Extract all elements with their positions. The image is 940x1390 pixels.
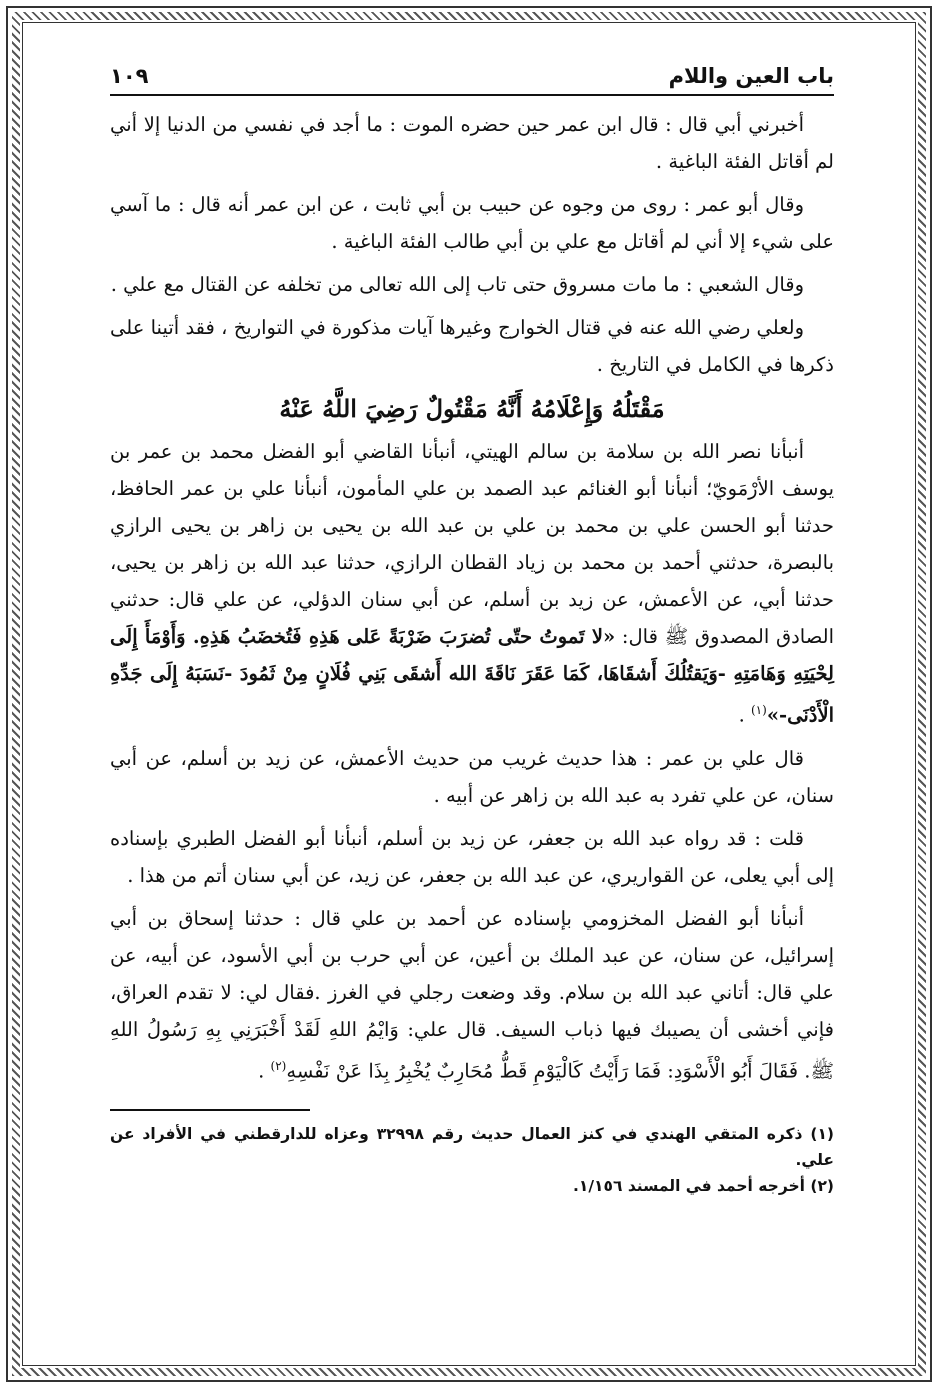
paragraph-7-end: . — [258, 1059, 271, 1082]
hadith-chain: أنبأنا نصر الله بن سلامة بن سالم الهيتي، أنبأنا القاضي أبو الفضل محمد بن عمر بن يوسف الأرْمَويّ؛ أنبأنا أبو الغنائم عبد الصمد بن علي المأمون، أنبأنا علي بن عمر الحافظ، حدثنا أبو الحسن علي بن محمد بن علي بن عبد الله بن يحيى بن زاهر بن يحيى الرازي بالبصرة، حدثني أحمد بن محمد بن زياد القطان الرازي، حدثنا عبد الله بن زاهر بن يحيى، حدثنا أبي، عن الأعمش، عن زيد بن أسلم، عن أبي سنان الدؤلي، عن علي قال: حدثني الصادق المصدوق ﷺ قال: — [110, 440, 834, 648]
paragraph-5: قال علي بن عمر : هذا حديث غريب من حديث الأعمش، عن زيد بن أسلم، عن أبي سنان، عن علي تفرد به عبد الله بن زاهر عن أبيه . — [110, 746, 834, 807]
running-header — [110, 64, 834, 96]
paragraph-7-text: أنبأنا أبو الفضل المخزومي بإسناده عن أحمد بن علي قال : حدثنا إسحاق بن أبي إسرائيل، عن سنان، عن عبد الملك بن أعين، عن أبي حرب بن أبي الأسود، عن أبيه، عن علي قال: أتاني عبد الله بن سلام. وقد وضعت رجلي في الغرز .فقال لي: لا تقدم العراق، فإني أخشى أن يصيبك فيها ذباب السيف. قال علي: وَايْمُ اللهِ لَقَدْ أَخْبَرَنِي بِهِ رَسُولُ اللهِ ﷺ. فَقَالَ أَبُو الْأَسْوَدِ: فَمَا رَأَيْتُ كَالْيَوْمِ قَطُّ مُحَارِبٌ يُخْبِرُ بِذَا عَنْ نَفْسِهِ — [110, 906, 834, 1082]
footnote-separator — [110, 1109, 310, 1111]
book-page — [110, 64, 834, 1199]
footnote-1: (١) ذكره المتقي الهندي في كنز العمال حديث رقم ٣٢٩٩٨ وعزاه للدارقطني في الأفراد عن علي. — [110, 1125, 834, 1169]
page-number: ١٠٩ — [110, 64, 149, 88]
paragraph-6: قلت : قد رواه عبد الله بن جعفر، عن زيد بن أسلم، أنبأنا أبو الفضل الطبري بإسناده إلى أبي يعلى، عن القواريري، عن عبد الله بن جعفر، عن زيد، عن أبي سنان أتم من هذا . — [110, 826, 834, 887]
paragraph-3: وقال الشعبي : ما مات مسروق حتى تاب إلى الله تعالى من تخلفه عن القتال مع علي . — [110, 273, 804, 296]
paragraph-4: ولعلي رضي الله عنه في قتال الخوارج وغيرها آيات مذكورة في التواريخ ، فقد أتينا على ذكرها في الكامل في التاريخ . — [110, 316, 834, 376]
chapter-title: باب العين واللام — [668, 64, 834, 88]
hadith-quote: «لا تَموتُ حتّى تُضرَبَ ضَرْبَةً عَلى هَذِهِ فَتُخضَبُ هَذِهِ. وَأَوْمَأَ إِلَى لِحْيَتِهِ وَهَامَتِهِ -وَيَقتُلُكَ أَشقَاهَا، كَمَا عَقَرَ نَاقَةَ الله أَشقَى بَنِي فُلَانٍ مِنْ ثَمُودَ -نَسَبَهُ إِلَى جَدِّهِ الْأَدْنَى-» — [110, 625, 834, 727]
hadith-paragraph — [110, 433, 834, 734]
footnote-ref-2: (٢) — [270, 1058, 287, 1073]
paragraph-7 — [110, 900, 834, 1090]
paragraph-1: أخبرني أبي قال : قال ابن عمر حين حضره الموت : ما أجد في نفسي من الدنيا إلا أني لم أقاتل الفئة الباغية . — [110, 113, 834, 173]
hadith-end: . — [738, 703, 751, 727]
paragraph-2: وقال أبو عمر : روى من وجوه عن حبيب بن أبي ثابت ، عن ابن عمر أنه قال : ما آسي على شيء إلا أني لم أقاتل مع علي بن أبي طالب الفئة الباغية . — [110, 193, 834, 253]
section-heading: مَقْتَلُهُ وَإِعْلَامُهُ أَنَّهُ مَقْتُولٌ رَضِيَ اللَّهُ عَنْهُ — [279, 394, 665, 423]
footnote-2: (٢) أخرجه أحمد في المسند ١/١٥٦. — [573, 1177, 834, 1195]
footnote-ref-1: (١) — [750, 703, 767, 717]
